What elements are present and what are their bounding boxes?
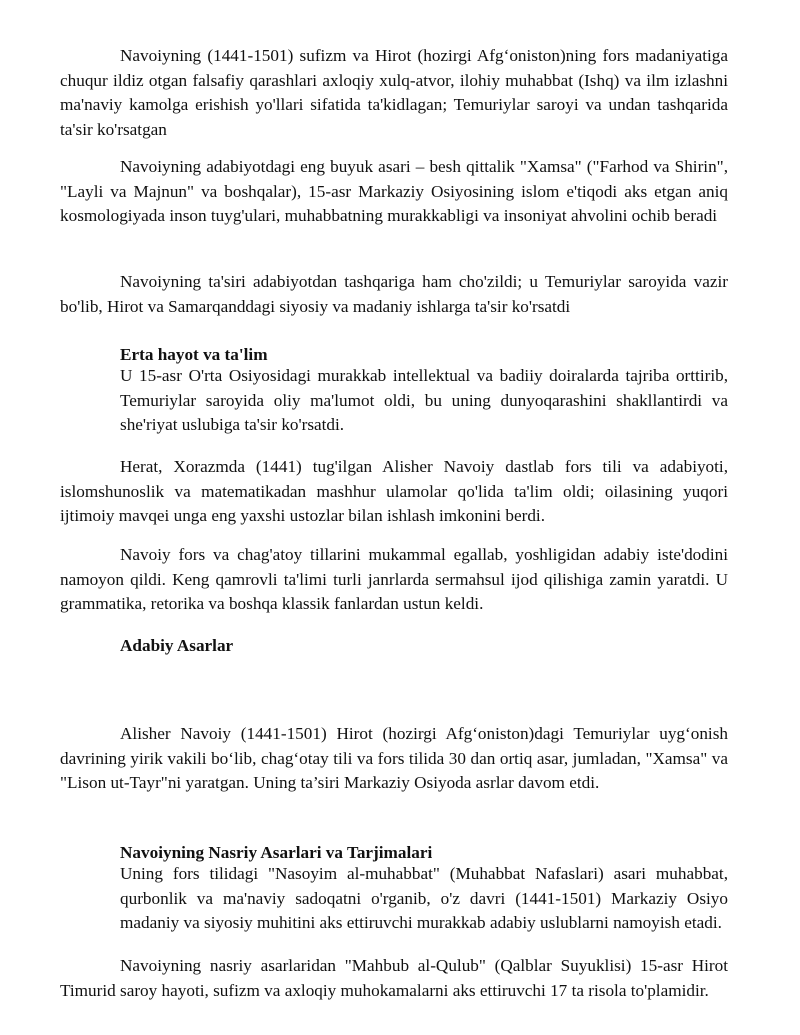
paragraph-mahbub: Navoiyning nasriy asarlaridan "Mahbub al-Qulub" (Qalblar Suyuklisi) 15-asr Hirot Timurid saroy hayoti, sufizm va axloqiy muhokamalarni aks ettiruvchi 17 ta risola to'plamidir. [60,956,728,1000]
paragraph-influence: Navoiyning ta'siri adabiyotdan tashqariga ham cho'zildi; u Temuriylar saroyida vazir bo'lib, Hirot va Samarqanddagi siyosiy va madaniy ishlarga ta'sir ko'rsatdi [60,272,728,316]
paragraph-timurid-renaissance: Alisher Navoiy (1441-1501) Hirot (hozirgi Afg‘oniston)dagi Temuriylar uyg‘onish davrining yirik vakili bo‘lib, chag‘otay tili va fors tilida 30 dan ortiq asar, jumladan, "Xamsa" va "Lison ut-Tayr"ni yaratgan. Uning ta’siri Markaziy Osiyoda asrlar davom etdi. [60,724,728,792]
paragraph-education: U 15-asr O'rta Osiyosidagi murakkab intellektual va badiiy doiralarda tajriba orttirib, Temuriylar saroyida oliy ma'lumot oldi, bu uning dunyoqarashini shakllantirdi va she'riyat uslubiga ta'sir ko'rsatdi. [120,366,728,434]
heading-early-life: Erta hayot va ta'lim [120,345,268,364]
paragraph-xamsa: Navoiyning adabiyotdagi eng buyuk asari – besh qittalik "Xamsa" ("Farhod va Shirin", "Layli va Majnun" va boshqalar), 15-asr Markaziy Osiyosining islom e'tiqodi aks etgan aniq kosmologiyada inson tuyg'ulari, muhabbatning murakkabligi va insoniyat ahvolini ochib beradi [60,157,728,225]
paragraph-sufism: Navoiyning (1441-1501) sufizm va Hirot (hozirgi Afg‘oniston)ning fors madaniyatiga chuqur ildiz otgan falsafiy qarashlari axloqiy xulq-atvor, ilohiy muhabbat (Ishq) va ilm izlashni ma'naviy kamolga erishish yo'llari sifatida ta'kidlagan; Temuriylar saroyi va undan tashqarida ta'sir ko'rsatgan [60,46,728,139]
paragraph-birth: Herat, Xorazmda (1441) tug'ilgan Alisher Navoiy dastlab fors tili va adabiyoti, islomshunoslik va matematikadan mashhur ulamolar qo'lida ta'lim oldi; oilasining yuqori ijtimoiy mavqei unga eng yaxshi ustozlar bilan ishlash imkonini berdi. [60,457,728,525]
paragraph-languages: Navoiy fors va chag'atoy tillarini mukammal egallab, yoshligidan adabiy iste'dodini namoyon qildi. Keng qamrovli ta'limi turli janrlarda sermahsul ijod qilishiga zamin yaratdi. U grammatika, retorika va boshqa klassik fanlardan ustun keldi. [60,545,728,613]
heading-prose-works: Navoiyning Nasriy Asarlari va Tarjimalari [120,843,433,862]
heading-literary-works: Adabiy Asarlar [120,636,234,655]
paragraph-nasoyim: Uning fors tilidagi "Nasoyim al-muhabbat" (Muhabbat Nafaslari) asari muhabbat, qurbonlik va ma'naviy sadoqatni o'rganib, o'z davri (1441-1501) Markaziy Osiyo madaniy va siyosiy muhitini aks ettiruvchi murakkab adabiy uslublarni namoyish etadi. [120,864,728,932]
